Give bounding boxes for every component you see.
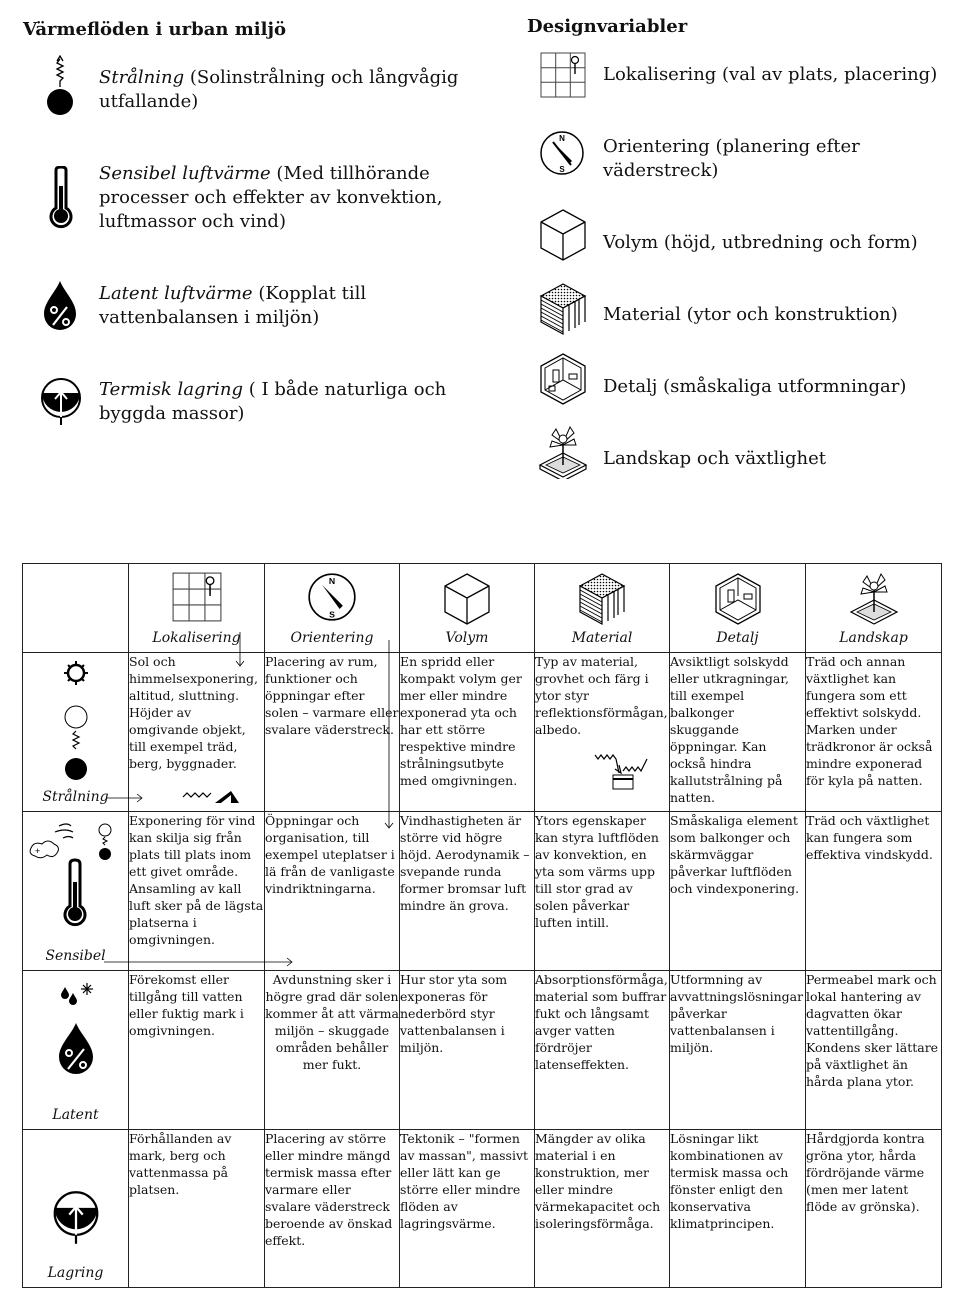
heat-flow-radiation: Strålning (Solinstrålning och långvågig utfallande) xyxy=(99,67,459,112)
sun-radiation-icon xyxy=(53,659,99,785)
compass-icon xyxy=(539,130,585,180)
cube-icon xyxy=(443,572,491,626)
dv-detalj: Detalj (småskaliga utformningar) xyxy=(603,376,907,397)
svg-text:S: S xyxy=(559,165,565,174)
cell-latent-landskap: Permeabel mark och lokal hantering av dagvatten ökar vattentillgång. Kondens sker lättare på växtlighet än hårda plana ytor. xyxy=(806,971,942,1130)
row-header-sensibel xyxy=(23,812,129,971)
cell-sensibel-lokalisering: Exponering för vind kan skilja sig från plats till plats inom ett givet område. Ansamling av kall luft sker på de lägsta platserna i omgivningen. xyxy=(129,812,265,971)
cell-stralning-volym: En spridd eller kompakt volym ger mer eller mindre exponerad yta och har ett större respektive mindre strålningsutbyte med omgivningen. xyxy=(400,653,535,812)
slope-radiation-icon xyxy=(181,789,241,805)
col-label: Volym xyxy=(445,630,489,646)
sensible-heat-icon xyxy=(25,820,121,940)
latent-heat-icon xyxy=(53,979,99,1095)
cell-latent-volym: Hur stor yta som exponeras för nederbörd styr vattenbalansen i miljön. xyxy=(400,971,535,1130)
thermal-storage-icon xyxy=(52,1190,100,1246)
landscape-plant-icon xyxy=(538,425,588,483)
cell-sensibel-orientering: Öppningar och organisation, till exempel uteplatser i lä från de vanligaste vindriktningarna. xyxy=(265,812,400,971)
row-header-latent xyxy=(23,971,129,1130)
heat-flows-heading: Värmeflöden i urban miljö xyxy=(23,19,286,40)
cell-stralning-detalj: Avsiktligt solskydd eller utkragningar, till exempel balkonger skuggande öppningar. Kan också hindra kallutstrålning på natten. xyxy=(670,653,806,812)
matrix-corner-cell xyxy=(23,564,129,653)
cell-lagring-landskap: Hårdgjorda kontra gröna ytor, hårda fördröjande värme (men mer latent flöde av grönska). xyxy=(806,1130,942,1288)
grid-location-icon xyxy=(540,52,586,102)
col-label: Detalj xyxy=(716,630,759,646)
col-header-detalj xyxy=(670,564,806,653)
row-label: Latent xyxy=(52,1107,99,1123)
dv-orientering: Orientering (planering efter väderstreck) xyxy=(603,136,860,181)
svg-text:+: + xyxy=(35,846,41,856)
row-label: Strålning xyxy=(42,789,109,805)
dv-lokalisering: Lokalisering (val av plats, placering) xyxy=(603,64,938,85)
detail-cube-icon xyxy=(714,572,762,626)
col-label: Landskap xyxy=(839,630,908,646)
svg-text:N: N xyxy=(559,134,565,143)
svg-text:S: S xyxy=(329,609,335,620)
col-header-landskap xyxy=(806,564,942,653)
grid-location-icon xyxy=(172,572,222,622)
cell-stralning-lokalisering: Sol och himmelsexponering, altitud, sluttning. Höjder av omgivande objekt, till exempel träd, berg, byggnader. xyxy=(129,653,265,812)
col-label: Lokalisering xyxy=(152,630,241,646)
cell-lagring-material: Mängder av olika material i en konstruktion, mer eller mindre värmekapacitet och isoleringsförmåga. xyxy=(535,1130,670,1288)
design-matrix-table xyxy=(22,563,942,1288)
cell-latent-orientering: Avdunstning sker i högre grad där solen kommer åt att värma miljön – skuggade områden behåller mer fukt. xyxy=(265,971,400,1130)
landscape-plant-icon xyxy=(849,572,899,626)
heat-flow-latent: Latent luftvärme (Kopplat till vattenbalansen i miljön) xyxy=(99,283,367,328)
heat-flow-storage: Termisk lagring ( I både naturliga och byggda massor) xyxy=(99,379,447,424)
row-header-stralning xyxy=(23,653,129,812)
col-label: Orientering xyxy=(290,630,374,646)
surface-reflection-icon xyxy=(593,751,651,791)
heat-flow-sensible: Sensibel luftvärme (Med tillhörande processer och effekter av konvektion, luftmassor och vind) xyxy=(99,163,443,232)
cell-lagring-orientering: Placering av större eller mindre mängd termisk massa efter varmare eller svalare väderstreck beroende av önskad effekt. xyxy=(265,1130,400,1288)
cell-latent-lokalisering: Förekomst eller tillgång till vatten eller fuktig mark i omgivningen. xyxy=(129,971,265,1130)
dv-landskap: Landskap och växtlighet xyxy=(603,448,826,469)
cell-stralning-material: Typ av material, grovhet och färg i ytor styr reflektionsförmågan, albedo. xyxy=(535,653,670,812)
col-header-volym xyxy=(400,564,535,653)
row-header-lagring xyxy=(23,1130,129,1288)
compass-icon xyxy=(307,572,357,622)
dv-material: Material (ytor och konstruktion) xyxy=(603,304,898,325)
cell-lagring-lokalisering: Förhållanden av mark, berg och vattenmassa på platsen. xyxy=(129,1130,265,1288)
col-header-material xyxy=(535,564,670,653)
cell-sensibel-detalj: Småskaliga element som balkonger och skärmväggar påverkar luftflöden och vindexponering. xyxy=(670,812,806,971)
col-label: Material xyxy=(571,630,633,646)
row-label: Sensibel xyxy=(45,948,106,964)
water-drop-percent-icon xyxy=(43,280,77,336)
cell-lagring-detalj: Lösningar likt kombinationen av termisk massa och fönster enligt den konservativa klimatprincipen. xyxy=(670,1130,806,1288)
cube-icon xyxy=(539,208,587,266)
cell-stralning-landskap: Träd och annan växtlighet kan fungera som ett effektivt solskydd. Marken under trädkronor är också mindre exponerad för kyla på natten. xyxy=(806,653,942,812)
row-label: Lagring xyxy=(47,1265,104,1281)
thermometer-icon xyxy=(47,166,75,234)
cell-lagring-volym: Tektonik – "formen av massan", massivt eller lätt kan ge större eller mindre flöden av lagringsvärme. xyxy=(400,1130,535,1288)
design-variables-heading: Designvariabler xyxy=(527,16,688,37)
material-cube-icon xyxy=(539,282,587,340)
cell-latent-detalj: Utformning av avvattningslösningar påverkar vattenbalansen i miljön. xyxy=(670,971,806,1130)
material-cube-icon xyxy=(578,572,626,626)
cell-sensibel-volym: Vindhastigheten är större vid högre höjd. Aerodynamik – svepande runda former bromsar luft mindre än grova. xyxy=(400,812,535,971)
cell-sensibel-material: Ytors egenskaper kan styra luftflöden av konvektion, en yta som värms upp till stor grad av solen påverkar luften intill. xyxy=(535,812,670,971)
cell-sensibel-landskap: Träd och växtlighet kan fungera som effektiva vindskydd. xyxy=(806,812,942,971)
svg-text:N: N xyxy=(328,575,336,586)
cell-latent-material: Absorptionsförmåga, material som buffrar fukt och långsamt avger vatten fördröjer latenseffekten. xyxy=(535,971,670,1130)
thermal-storage-icon xyxy=(40,377,82,431)
dv-volym: Volym (höjd, utbredning och form) xyxy=(603,232,918,253)
detail-cube-icon xyxy=(539,352,587,410)
col-header-lokalisering xyxy=(129,564,265,653)
col-header-orientering xyxy=(265,564,400,653)
radiation-icon xyxy=(44,55,76,123)
cell-stralning-orientering: Placering av rum, funktioner och öppningar efter solen – varmare eller svalare väderstreck. xyxy=(265,653,400,812)
